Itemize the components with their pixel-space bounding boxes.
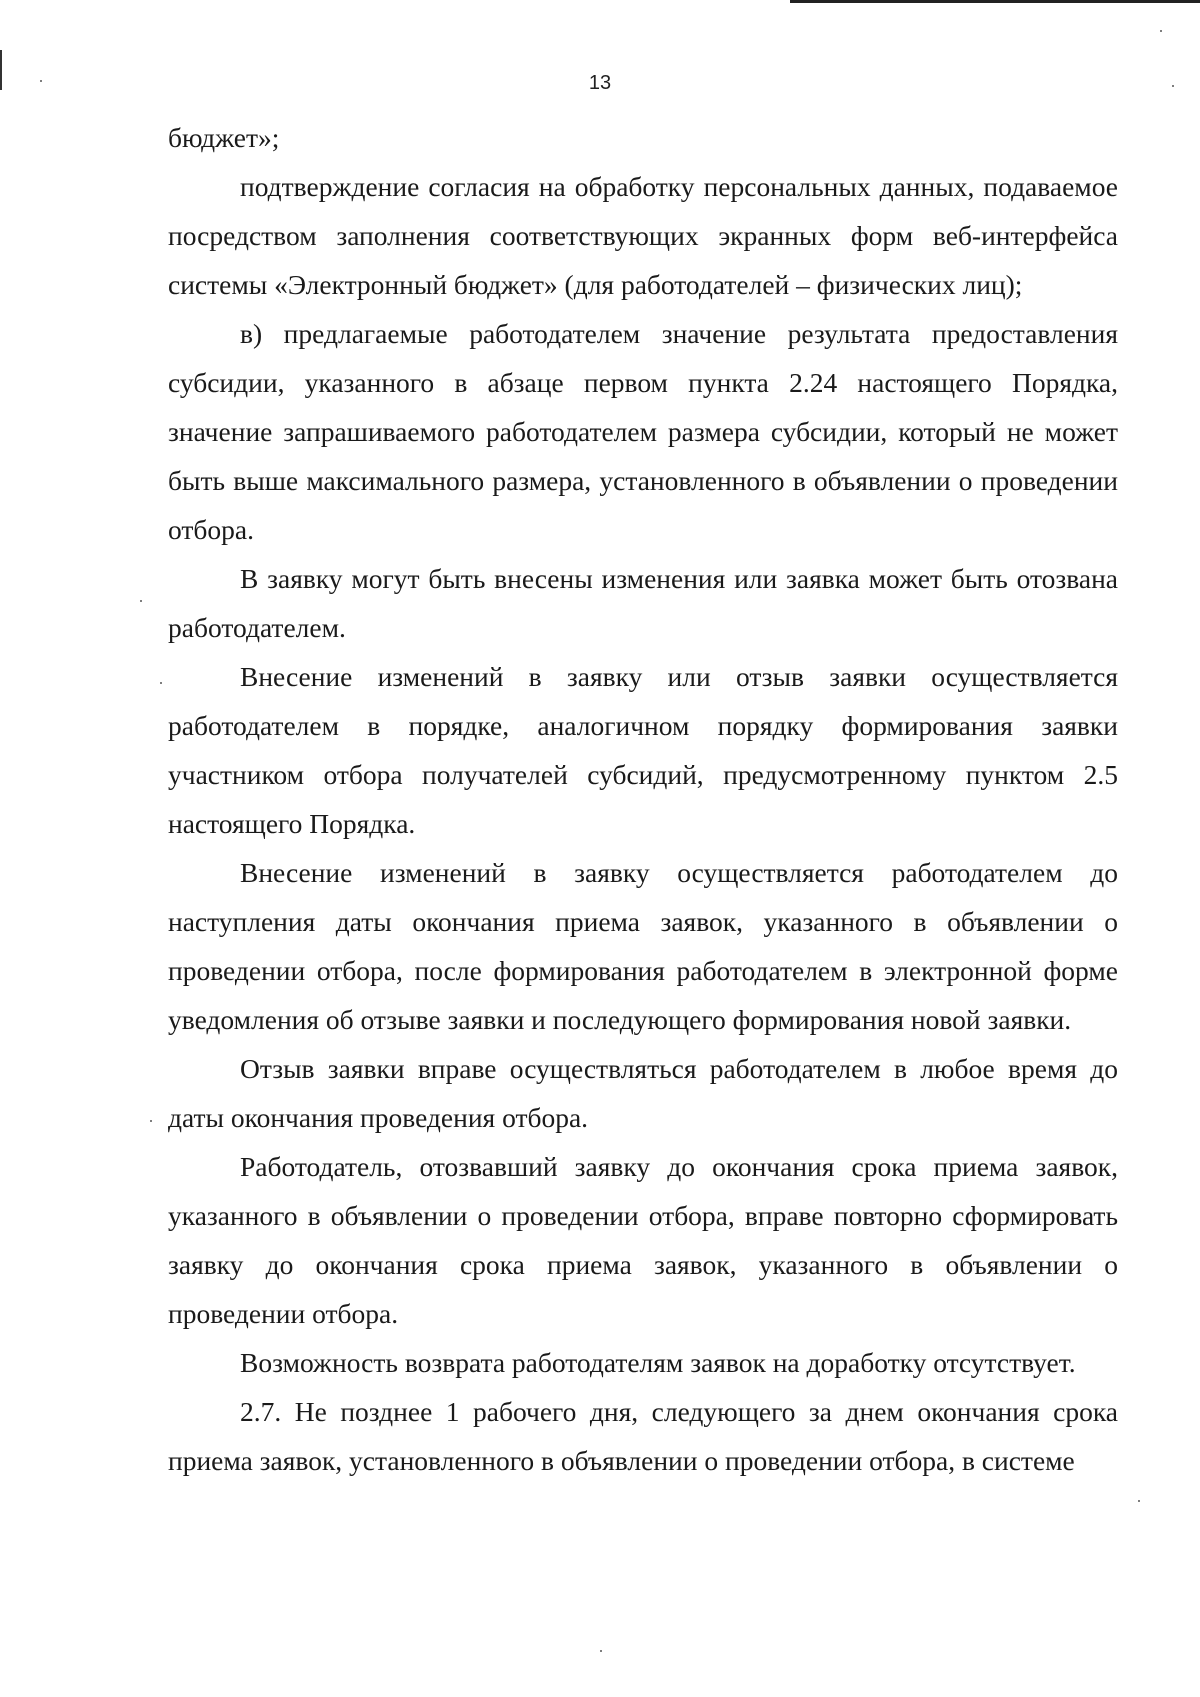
paragraph: 2.7. Не позднее 1 рабочего дня, следующего за днем окончания срока приема заявок, установленного в объявлении о проведении отбора, в системе (168, 1396, 1118, 1476)
scan-speck (150, 1120, 152, 1122)
paragraph: Работодатель, отозвавший заявку до окончания срока приема заявок, указанного в объявлении о проведении отбора, вправе повторно сформировать заявку до окончания срока приема заявок, указанного в объявлении о проведении отбора. (168, 1151, 1118, 1329)
document-body (168, 113, 1118, 1485)
scan-speck (1160, 30, 1162, 32)
paragraph: Отзыв заявки вправе осуществляться работодателем в любое время до даты окончания проведения отбора. (168, 1053, 1118, 1133)
scan-speck (600, 1650, 602, 1652)
scan-speck (40, 80, 42, 82)
page-number: 13 (588, 72, 612, 94)
paragraph: подтверждение согласия на обработку персональных данных, подаваемое посредством заполнения соответствующих экранных форм веб-интерфейса системы «Электронный бюджет» (для работодателей – физических лиц); (168, 171, 1118, 300)
scan-top-rule (790, 0, 1200, 3)
paragraph: Возможность возврата работодателям заявок на доработку отсутствует. (240, 1347, 1076, 1378)
paragraph: бюджет»; (168, 122, 280, 153)
scan-speck (140, 600, 142, 602)
paragraph: В заявку могут быть внесены изменения или заявка может быть отозвана работодателем. (168, 563, 1118, 643)
paragraph: Внесение изменений в заявку осуществляется работодателем до наступления даты окончания приема заявок, указанного в объявлении о проведении отбора, после формирования работодателем в электронной форме уведомления об отзыве заявки и последующего формирования новой заявки. (168, 857, 1118, 1035)
scan-speck (1138, 1500, 1140, 1502)
scan-speck (1172, 85, 1174, 87)
scan-speck (160, 682, 162, 684)
paragraph: Внесение изменений в заявку или отзыв заявки осуществляется работодателем в порядке, аналогичном порядку формирования заявки участником отбора получателей субсидий, предусмотренному пунктом 2.5 настоящего Порядка. (168, 661, 1118, 839)
paragraph: в) предлагаемые работодателем значение результата предоставления субсидии, указанного в абзаце первом пункта 2.24 настоящего Порядка, значение запрашиваемого работодателем размера субсидии, который не может быть выше максимального размера, установленного в объявлении о проведении отбора. (168, 318, 1118, 545)
